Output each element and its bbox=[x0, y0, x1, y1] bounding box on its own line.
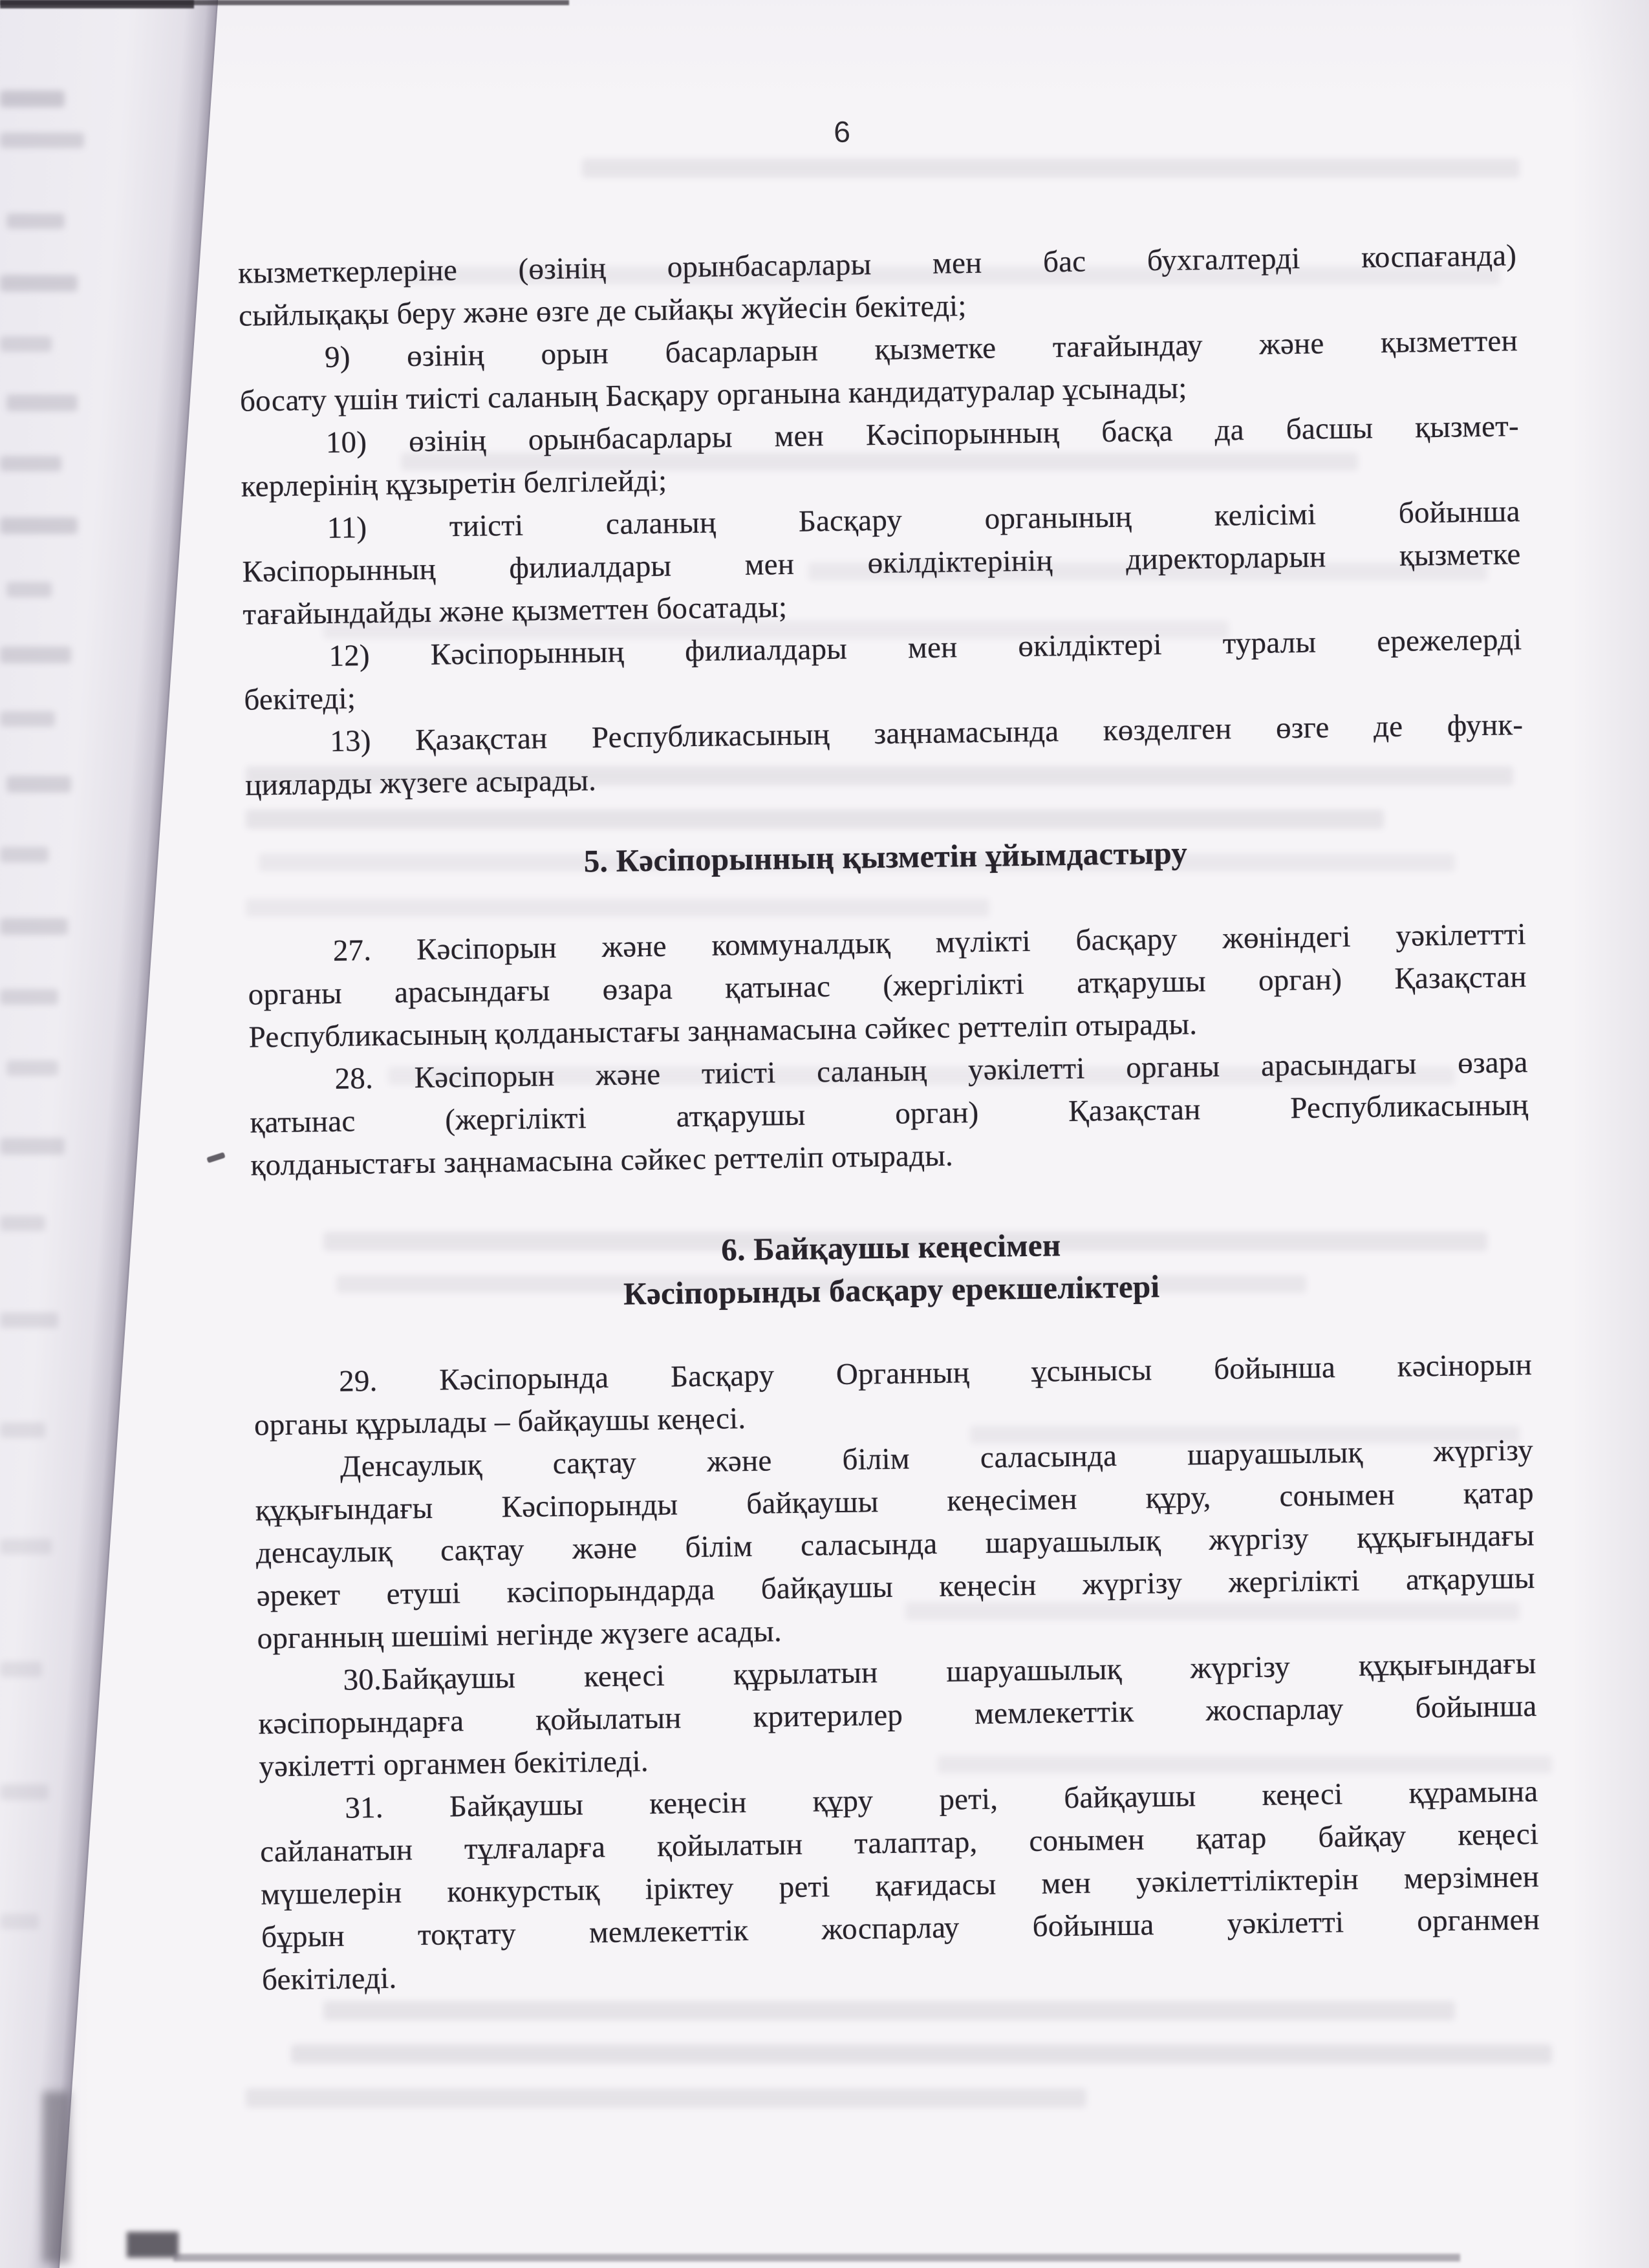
text-line: тағайындайды және қызметтен босатады; bbox=[242, 590, 788, 632]
text-line: органы құрылады – байқаушы кеңесі. bbox=[253, 1402, 746, 1442]
text-line: 11) тиісті саланың Басқару органының келісімі бойынша bbox=[327, 495, 1520, 545]
scan-edge-artifact-top-left bbox=[0, 0, 194, 8]
text-line: денсаулық сақтау және білім саласында шаруашылық жүргізу құқығындағы bbox=[255, 1519, 1535, 1570]
section-5-heading-text: 5. Кәсіпорынның қызметін ұйымдастыру bbox=[583, 835, 1188, 879]
text-line: цияларды жүзеге асырады. bbox=[244, 764, 597, 802]
text-line: мүшелерін конкурстық іріктеу реті қағидасы мен уәкілеттіліктерін мерзімнен bbox=[260, 1859, 1540, 1912]
text-line: бұрын тоқтату мемлекеттік жоспарлау бойынша уәкілетті органмен bbox=[261, 1902, 1540, 1954]
text-line: органның шешімі негінде жүзеге асады. bbox=[257, 1614, 782, 1656]
text-line: 30.Байқаушы кеңесі құрылатын шаруашылық жүргізу құқығындағы bbox=[343, 1646, 1536, 1697]
text-line: бекітіледі. bbox=[261, 1961, 397, 1997]
text-line: құқығындағы Кәсіпорынды байқаушы кеңесімен құру, сонымен қатар bbox=[255, 1476, 1535, 1528]
text-line: босату үшін тиісті саланың Басқару органына кандидатуралар ұсынады; bbox=[239, 371, 1187, 418]
section-6-heading-line2: Кәсіпорынды басқару ерекшеліктері bbox=[623, 1268, 1160, 1312]
text-line: қолданыстағы заңнамасына сәйкес реттеліп отырады. bbox=[250, 1139, 954, 1182]
text-line: бекітеді; bbox=[244, 681, 356, 717]
text-line: әрекет етуші кәсіпорындарда байқаушы кеңесін жүргізу жергілікті атқарушы bbox=[256, 1561, 1535, 1613]
page-number: 6 bbox=[833, 114, 851, 149]
clauses-29-31 bbox=[253, 1345, 1541, 2003]
text-line: қатынас (жергілікті атқарушы орган) Қазақстан Республикасының bbox=[250, 1088, 1529, 1140]
text-line: кызметкерлеріне (өзінің орынбасарлары мен бас бухгалтерді коспағанда) bbox=[237, 239, 1517, 290]
text-line: 9) өзінің орын басарларын қызметке тағайындау және қызметтен bbox=[324, 324, 1518, 374]
text-line: керлерінің құзыретін белгілейді; bbox=[241, 464, 667, 504]
text-line: сыйлықақы беру және өзге де сыйақы жүйесін бекітеді; bbox=[238, 289, 967, 333]
text-line: Республикасының қолданыстағы заңнамасына сәйкес реттеліп отырады. bbox=[248, 1007, 1198, 1054]
clauses-27-28 bbox=[247, 914, 1529, 1188]
section-6-heading-line1: 6. Байқаушы кеңесімен bbox=[720, 1227, 1061, 1268]
text-line: 27. Кәсіпорын және коммуналдық мүлікті басқару жөніндегі уәкілеттті bbox=[332, 917, 1527, 968]
text-line: органы арасындағы өзара қатынас (жергілікті атқарушы орган) Қазақстан bbox=[248, 960, 1527, 1012]
section-6-heading bbox=[252, 1218, 1531, 1321]
clauses-9-13-continuation bbox=[238, 235, 1524, 808]
section-5-heading bbox=[246, 828, 1525, 888]
text-line: Кәсіпорынның филиалдары мен өкілдіктерінің директорларын қызметке bbox=[242, 537, 1521, 589]
text-line: 29. Кәсіпорында Басқару Органның ұсынысы бойынша кәсінорын bbox=[338, 1348, 1533, 1398]
text-line: Денсаулық сақтау және білім саласында шаруашылық жүргізу bbox=[339, 1433, 1534, 1484]
text-line: 13) Қазақстан Республикасының заңнамасында көзделген өзге де функ- bbox=[329, 708, 1524, 758]
text-line: сайланатын тұлғаларға қойылатын талаптар, сонымен қатар байқау кеңесі bbox=[259, 1817, 1539, 1869]
text-line: уәкілетті органмен бекітіледі. bbox=[259, 1744, 649, 1784]
text-line: 12) Кәсіпорынның филиалдары мен өкілдіктері туралы ережелерді bbox=[329, 623, 1522, 673]
text-line: кәсіпорындарға қойылатын критерилер мемлекеттік жоспарлау бойынша bbox=[258, 1689, 1537, 1741]
text-line: 28. Кәсіпорын және тиісті саланың уәкілетті органы арасындагы өзара bbox=[334, 1045, 1528, 1096]
text-line: 10) өзінің орынбасарлары мен Кәсіпорынның басқа да басшы қызмет- bbox=[325, 409, 1520, 460]
text-line: 31. Байқаушы кеңесін құру реті, байқаушы кеңесі құрамына bbox=[345, 1774, 1538, 1825]
